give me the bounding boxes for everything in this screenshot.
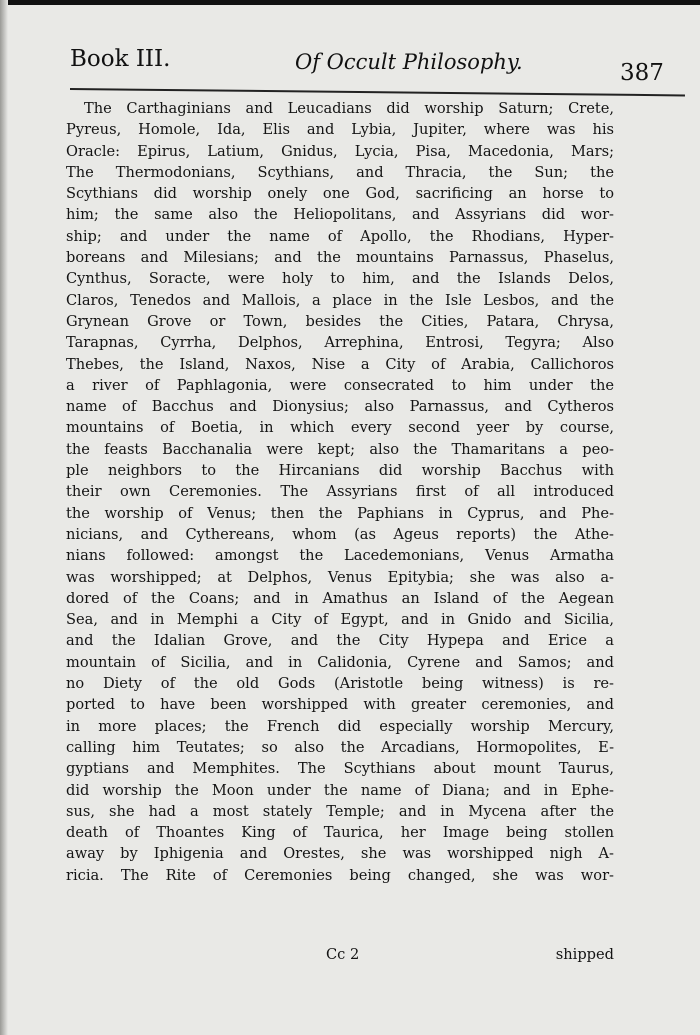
text-line: a river of Paphlagonia, were consecrated to him under the	[66, 376, 614, 394]
text-line: The Carthaginians and Leucadians did worship Saturn; Crete,	[84, 100, 614, 117]
text-line: ship; and under the name of Apollo, the Rhodians, Hyper-	[66, 227, 614, 245]
text-line: mountains of Boetia, in which every second yeer by course,	[66, 419, 614, 437]
text-line: no Diety of the old Gods (Aristotle being witness) is re-	[66, 675, 614, 693]
page-footer	[66, 946, 614, 970]
text-line: the feasts Bacchanalia were kept; also the Thamaritans a peo-	[66, 440, 614, 458]
catchword: shipped	[555, 946, 614, 963]
text-line: dored of the Coans; and in Amathus an Island of the Aegean	[66, 589, 614, 607]
text-line: nians followed: amongst the Lacedemonians, Venus Armatha	[66, 547, 614, 565]
text-line: name of Bacchus and Dionysius; also Parnassus, and Cytheros	[66, 398, 614, 416]
running-title: Of Occult Philosophy.	[295, 50, 523, 74]
scan-top-edge	[0, 0, 700, 5]
text-line: Claros, Tenedos and Mallois, a place in the Isle Lesbos, and the	[66, 291, 614, 309]
text-line: Thebes, the Island, Naxos, Nise a City of Arabia, Callichoros	[66, 355, 614, 373]
text-line: nicians, and Cythereans, whom (as Ageus reports) the Athe-	[66, 525, 614, 543]
header-rule	[70, 88, 685, 96]
text-line: ple neighbors to the Hircanians did worship Bacchus with	[66, 462, 614, 480]
text-line: sus, she had a most stately Temple; and in Mycena after the	[66, 802, 614, 820]
book-label: Book III.	[70, 46, 171, 72]
text-line: and the Idalian Grove, and the City Hypepa and Erice a	[66, 632, 614, 650]
text-line: ricia. The Rite of Ceremonies being changed, she was wor-	[66, 866, 614, 884]
text-line: mountain of Sicilia, and in Calidonia, Cyrene and Samos; and	[66, 653, 614, 671]
running-header	[70, 40, 690, 100]
body-text	[66, 98, 614, 886]
text-line: Pyreus, Homole, Ida, Elis and Lybia, Jupiter, where was his	[66, 121, 614, 139]
page-number: 387	[620, 60, 664, 86]
text-line: was worshipped; at Delphos, Venus Epitybia; she was also a-	[66, 568, 614, 586]
text-line: their own Ceremonies. The Assyrians first of all introduced	[66, 483, 614, 501]
text-line: Cynthus, Soracte, were holy to him, and the Islands Delos,	[66, 270, 614, 288]
text-line: Grynean Grove or Town, besides the Cities, Patara, Chrysa,	[66, 312, 614, 330]
text-line: did worship the Moon under the name of Diana; and in Ephe-	[66, 781, 614, 799]
text-line: death of Thoantes King of Taurica, her Image being stollen	[66, 824, 614, 842]
text-line: in more places; the French did especially worship Mercury,	[66, 717, 614, 735]
text-line: ported to have been worshipped with greater ceremonies, and	[66, 696, 614, 714]
signature-mark: Cc 2	[326, 946, 360, 963]
text-line: gyptians and Memphites. The Scythians about mount Taurus,	[66, 760, 614, 778]
text-line: Scythians did worship onely one God, sacrificing an horse to	[66, 185, 614, 203]
text-line: Oracle: Epirus, Latium, Gnidus, Lycia, Pisa, Macedonia, Mars;	[66, 142, 614, 160]
page-gutter-shadow	[0, 0, 8, 1035]
text-line: him; the same also the Heliopolitans, and Assyrians did wor-	[66, 206, 614, 224]
text-line: calling him Teutates; so also the Arcadians, Hormopolites, E-	[66, 738, 614, 756]
text-line: Sea, and in Memphi a City of Egypt, and in Gnido and Sicilia,	[66, 611, 614, 629]
text-line: The Thermodonians, Scythians, and Thracia, the Sun; the	[66, 163, 614, 181]
text-line: away by Iphigenia and Orestes, she was worshipped nigh A-	[66, 845, 614, 863]
text-line: the worship of Venus; then the Paphians in Cyprus, and Phe-	[66, 504, 614, 522]
text-line: boreans and Milesians; and the mountains Parnassus, Phaselus,	[66, 249, 614, 267]
text-line: Tarapnas, Cyrrha, Delphos, Arrephina, Entrosi, Tegyra; Also	[66, 334, 614, 352]
